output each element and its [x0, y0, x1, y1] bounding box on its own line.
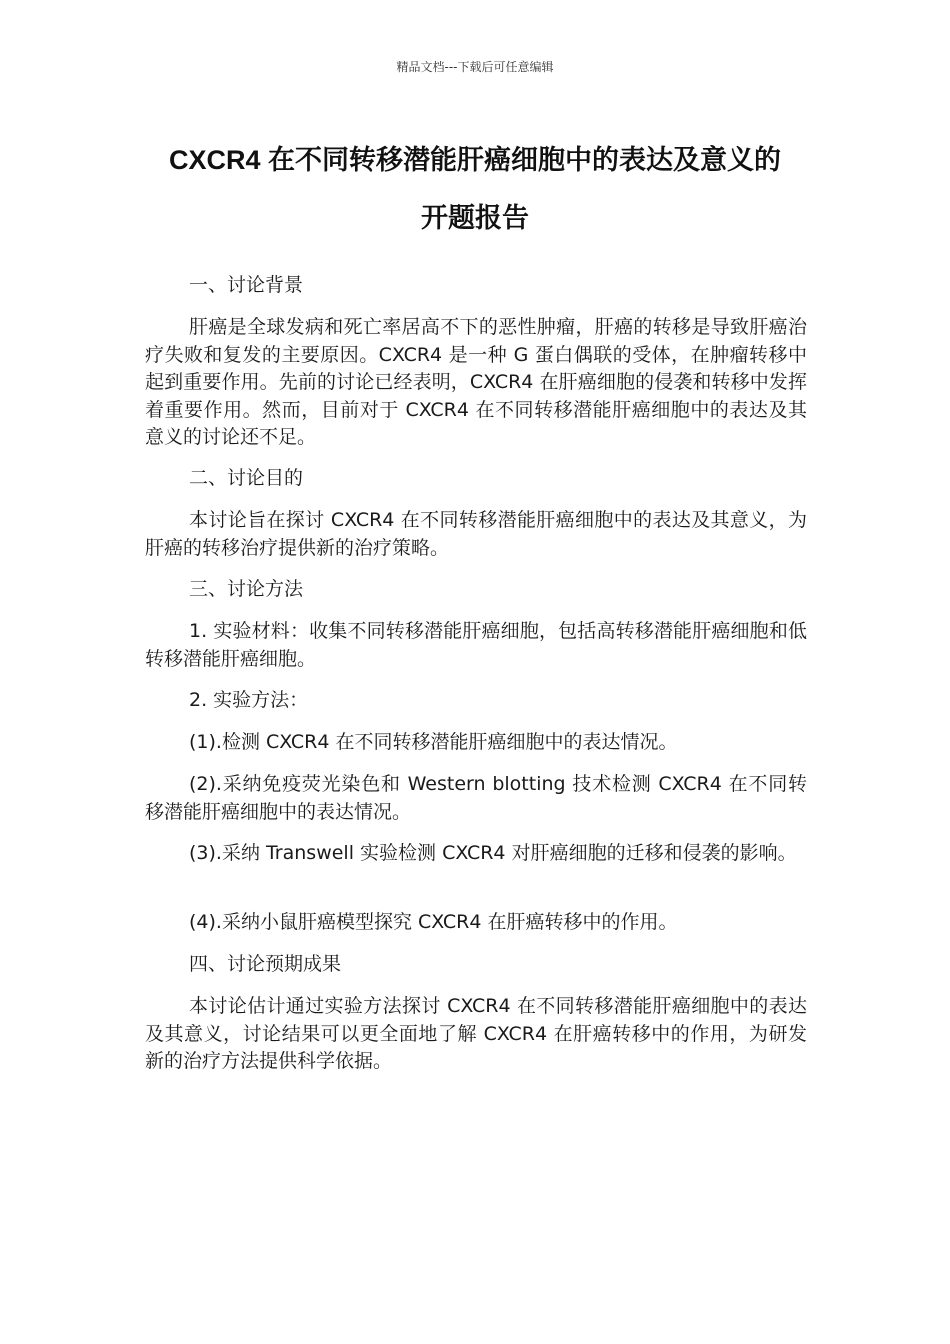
heading-text: 四、讨论预期成果 [189, 953, 342, 975]
paragraph-text: 本讨论旨在探讨 CXCR4 在不同转移潜能肝癌细胞中的表达及其意义，为肝癌的转移治疗提供新的治疗策略。 [145, 509, 807, 559]
method-sub-2 [145, 771, 807, 826]
paragraph-text: (4).采纳小鼠肝癌模型探究 CXCR4 在肝癌转移中的作用。 [189, 911, 678, 933]
paragraph-text: (3).采纳 Transwell 实验检测 CXCR4 对肝癌细胞的迁移和侵袭的影响。 [189, 842, 797, 864]
heading-text: 三、讨论方法 [189, 578, 304, 600]
document-title-line-1: CXCR4 在不同转移潜能肝癌细胞中的表达及意义的 [168, 145, 782, 175]
paragraph-text: 本讨论估计通过实验方法探讨 CXCR4 在不同转移潜能肝癌细胞中的表达及其意义，讨论结果可以更全面地了解 CXCR4 在肝癌转移中的作用，为研发新的治疗方法提供科学依据。 [145, 995, 807, 1072]
paragraph-text: (1).检测 CXCR4 在不同转移潜能肝癌细胞中的表达情况。 [189, 731, 678, 753]
paragraph-text: 1. 实验材料：收集不同转移潜能肝癌细胞，包括高转移潜能肝癌细胞和低转移潜能肝癌细胞。 [145, 620, 807, 670]
method-item-2 [145, 687, 807, 715]
section-3-heading [145, 576, 807, 604]
section-1-paragraph [145, 314, 807, 452]
section-2-heading [145, 465, 807, 493]
method-sub-4 [145, 909, 807, 937]
section-4-heading [145, 951, 807, 979]
heading-text: 二、讨论目的 [189, 467, 304, 489]
paragraph-text: (2).采纳免疫荧光染色和 Western blotting 技术检测 CXCR4 在不同转移潜能肝癌细胞中的表达情况。 [145, 773, 807, 823]
paragraph-text: 肝癌是全球发病和死亡率居高不下的恶性肿瘤，肝癌的转移是导致肝癌治疗失败和复发的主要原因。CXCR4 是一种 G 蛋白偶联的受体，在肿瘤转移中起到重要作用。先前的讨论已经表明，CXCR4 在肝癌细胞的侵袭和转移中发挥着重要作用。然而，目前对于 CXCR4 在不同转移潜能肝癌细胞中的表达及其意义的讨论还不足。 [145, 316, 807, 448]
paragraph-text: 2. 实验方法： [189, 689, 309, 711]
method-item-1 [145, 618, 807, 673]
heading-text: 一、讨论背景 [189, 274, 304, 296]
section-1-heading [145, 272, 807, 300]
section-4-paragraph [145, 993, 807, 1076]
section-2-paragraph [145, 507, 807, 562]
method-sub-3 [145, 840, 807, 868]
document-title-line-2: 开题报告 [421, 203, 529, 233]
header-note: 精品文档---下载后可任意编辑 [396, 60, 554, 74]
method-sub-1 [145, 729, 807, 757]
